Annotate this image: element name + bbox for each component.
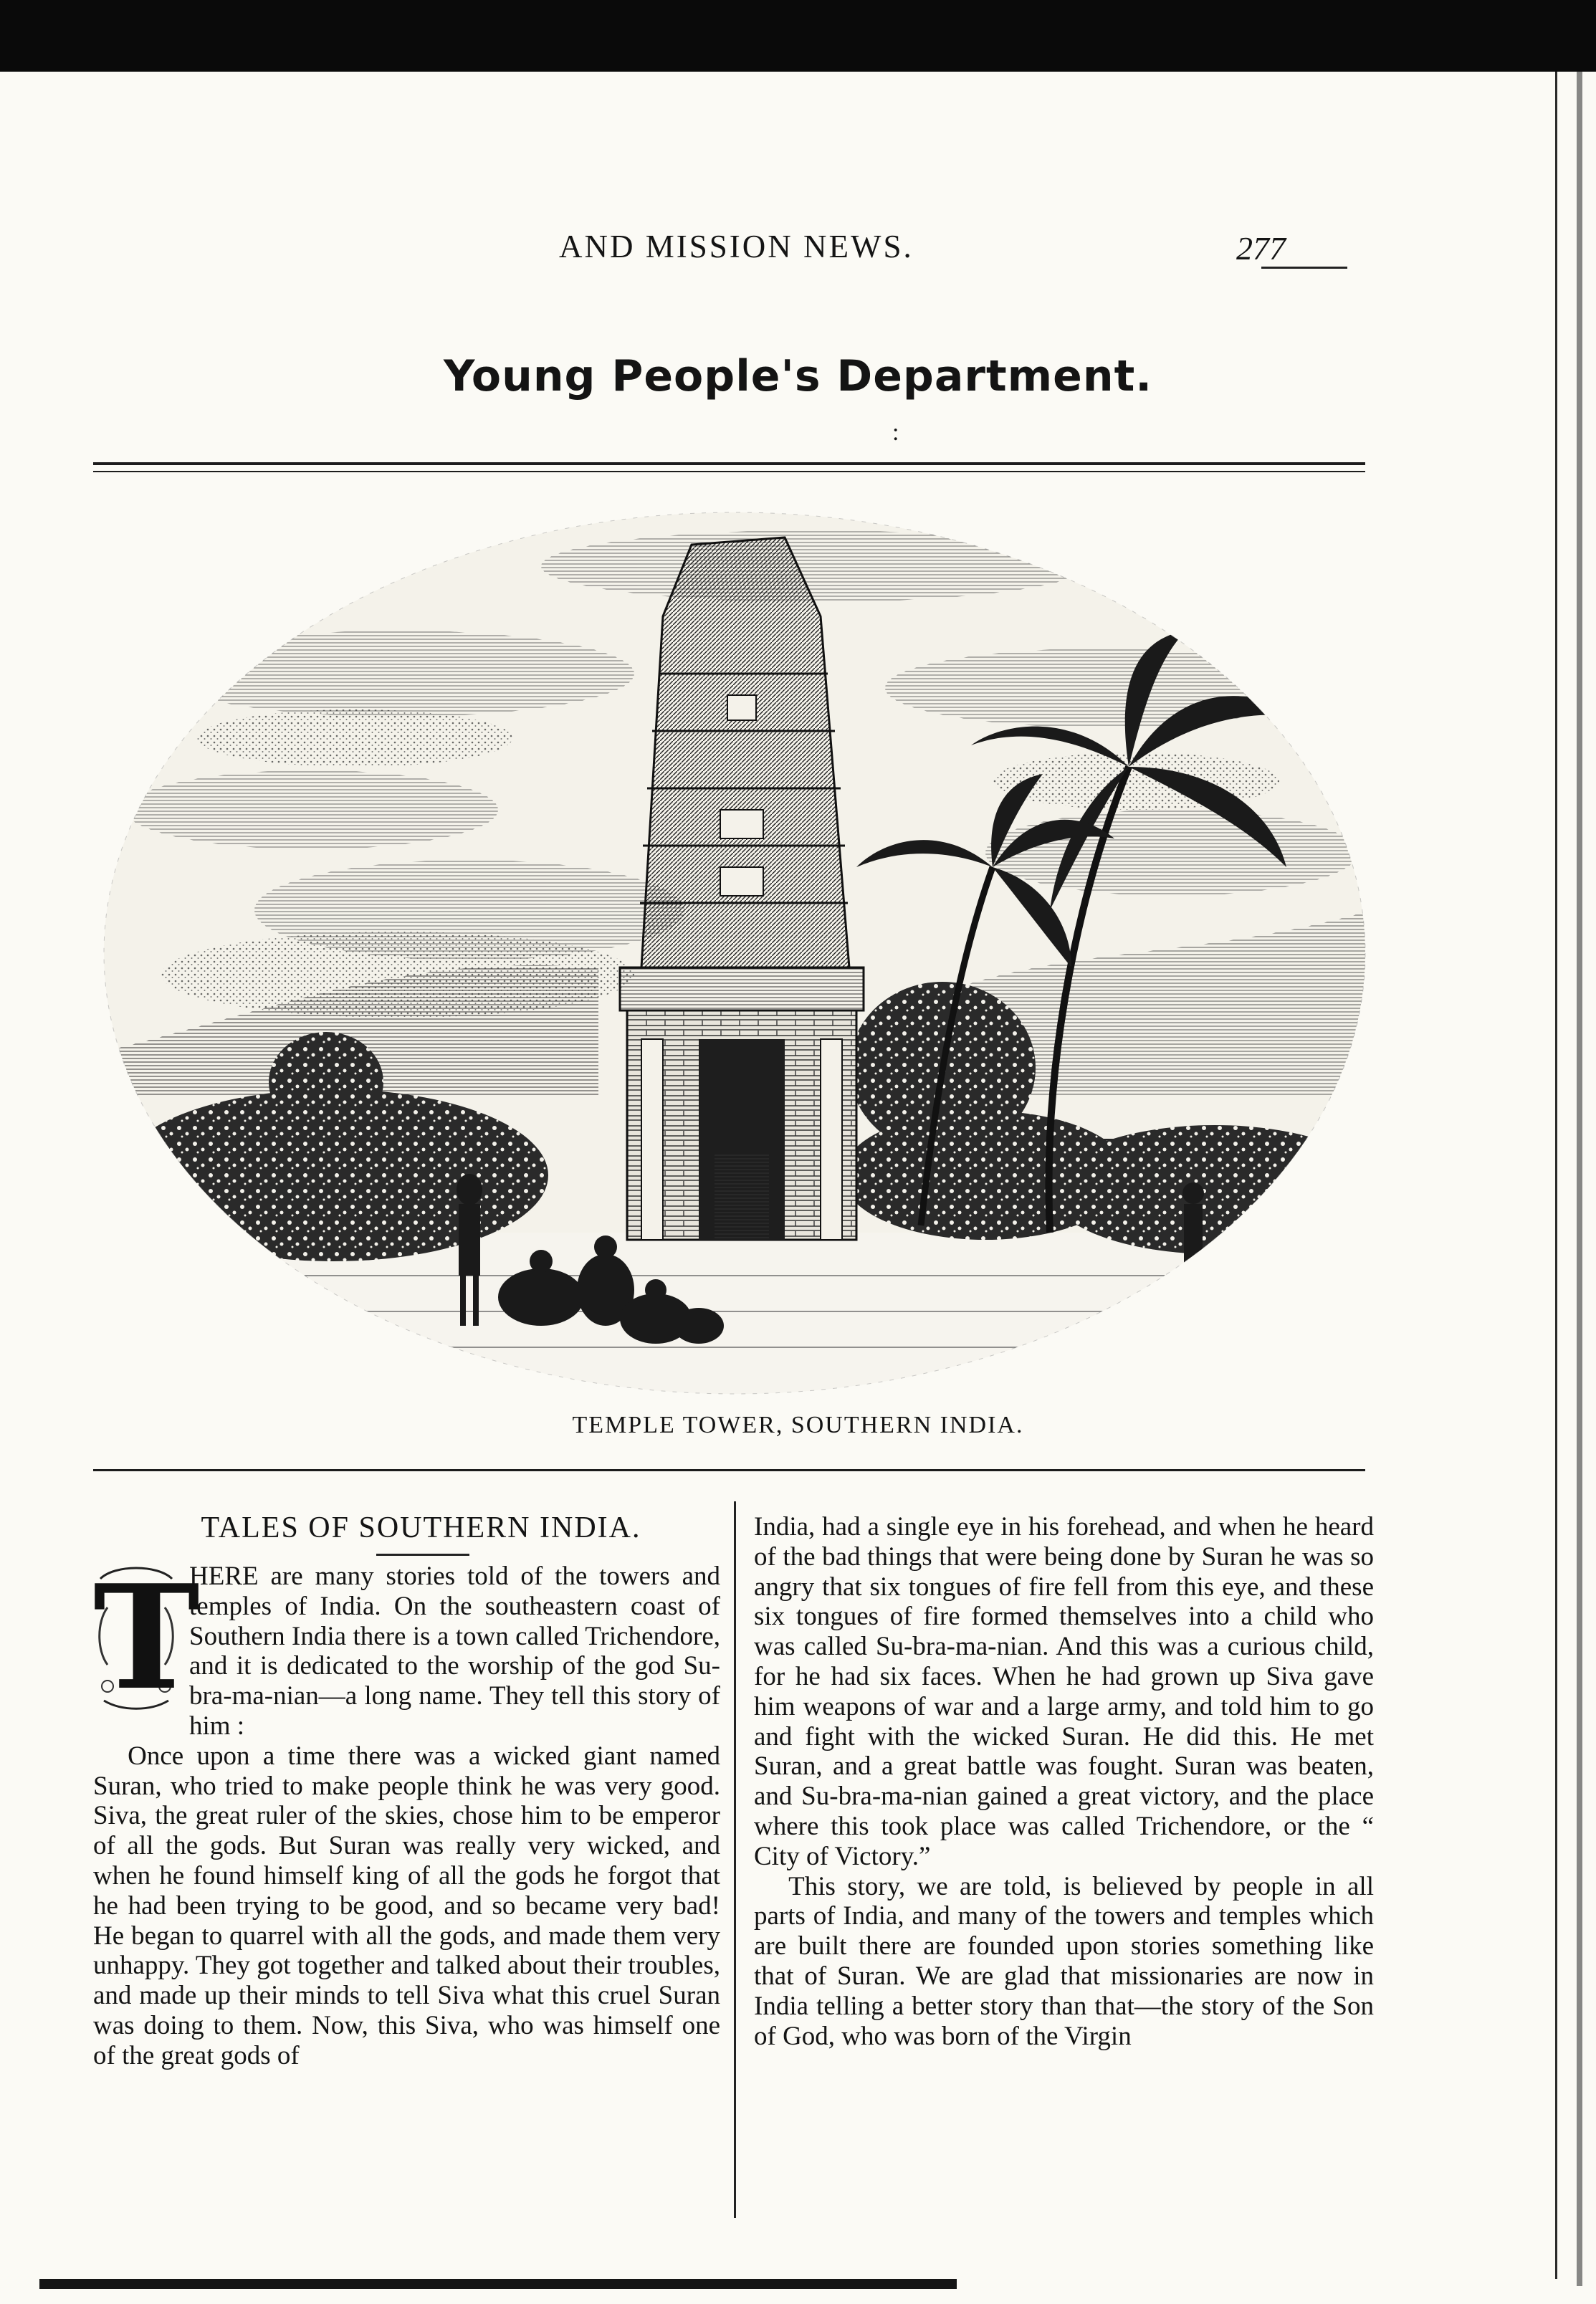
drop-cap-char: T xyxy=(93,1554,200,1722)
column-divider xyxy=(734,1501,736,2218)
section-rule-thin xyxy=(93,471,1365,472)
section-title: Young People's Department. xyxy=(443,351,1153,401)
article-right-column xyxy=(754,1512,1374,2051)
page-number: 277 xyxy=(1236,230,1286,267)
scan-top-border xyxy=(0,0,1596,72)
article-paragraph-2: Once upon a time there was a wicked giant named Suran, who tried to make people think he was very good. Siva, the great ruler of the skies, chose him to be emperor of all the gods. But Suran was really very wicked, and when he found himself king of all the gods he forgot that he had been trying to be good, and so became very bad! He began to quarrel with all the gods, and made them very unhappy. They got together and talked about their troubles, and made up their minds to tell Siva what this cruel Suran was doing to them. Now, this Siva, who was himself one of the great gods of xyxy=(93,1741,720,2070)
article-title-rule xyxy=(376,1554,469,1556)
running-head xyxy=(0,228,1596,271)
section-rule-thick xyxy=(93,462,1365,465)
article-paragraph-4: This story, we are told, is believed by people in all parts of India, and many of the towers and temples which are built there are founded upon stories something like that of Suran. We are glad that missionaries are now in India telling a better story than that—the story of the Son of God, who was born of the Virgin xyxy=(754,1871,1374,2051)
ornament-colon: : xyxy=(892,419,899,446)
scan-right-edge xyxy=(1555,72,1557,2279)
caption-rule xyxy=(93,1469,1365,1471)
article-title: TALES OF SOUTHERN INDIA. xyxy=(201,1511,641,1544)
article-paragraph-1: HERE are many stories told of the towers and temples of India. On the southeastern coast of Southern India there is a town called Trichendore, and it is dedicated to the worship of the god Su-bra-ma-nian—a long name. They tell this story of him : xyxy=(189,1562,720,1741)
scan-binding-shadow xyxy=(1577,72,1582,2286)
drop-cap-letter xyxy=(93,1554,200,1722)
illustration-caption: TEMPLE TOWER, SOUTHERN INDIA. xyxy=(572,1412,1024,1438)
page-number-rule xyxy=(1261,267,1347,269)
temple-tower-illustration xyxy=(97,509,1372,1405)
running-title: AND MISSION NEWS. xyxy=(559,229,914,264)
scan-bottom-border xyxy=(39,2279,957,2289)
article-left-column xyxy=(93,1512,720,2071)
article-paragraph-3: India, had a single eye in his forehead, and when he heard of the bad things that were being done by Suran he was so angry that six tongues of fire fell from this eye, and these six tongues of fire formed themselves into a child who was called Su-bra-ma-nian. And this was a curious child, for he had six faces. When he had grown up Siva gave him weapons of war and a large army, and told him to go and fight with the wicked Suran. He did this. He met Suran, and a great battle was fought. Suran was beaten, and Su-bra-ma-nian gained a great victory, and the place where this took place was called Trichendore, or the “ City of Victory.” xyxy=(754,1512,1374,1871)
